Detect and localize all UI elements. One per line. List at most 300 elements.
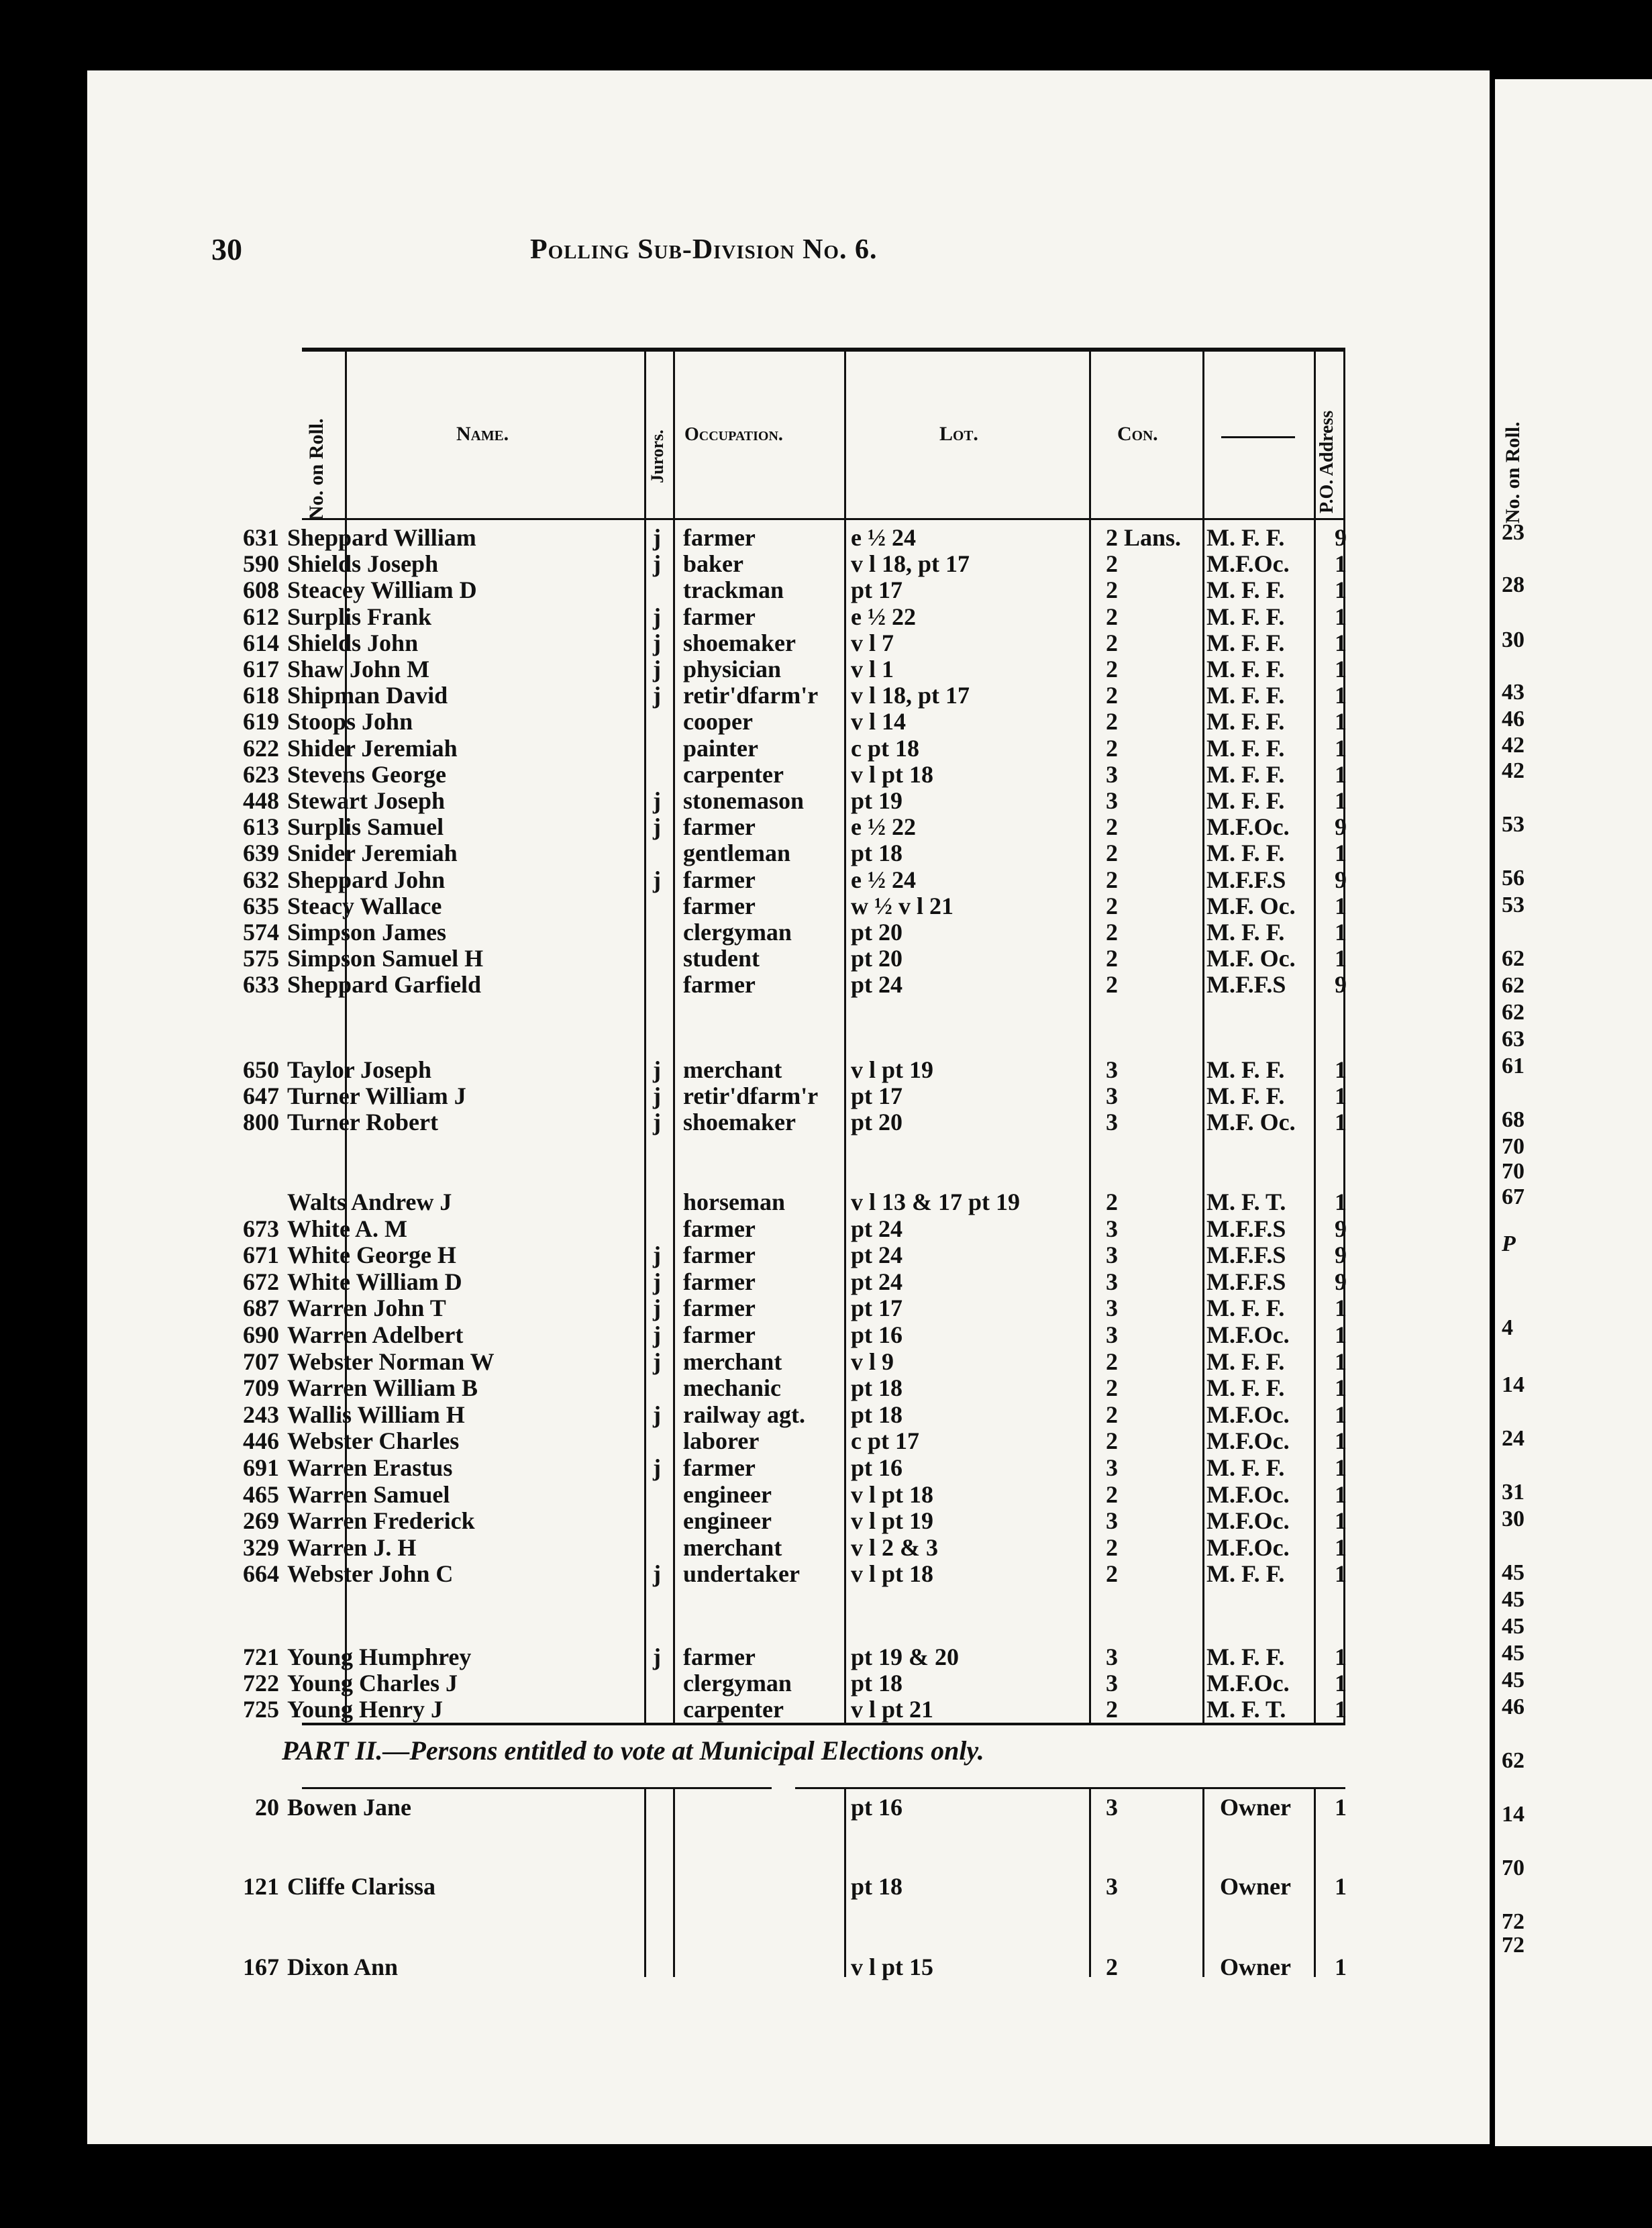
- cell-lot: pt 20: [851, 1109, 903, 1136]
- cell-occ: farmer: [683, 892, 756, 919]
- cell-cls: M. F. F.: [1206, 682, 1285, 709]
- cell-po: 1: [1335, 1401, 1347, 1428]
- cell-no: 243: [243, 1401, 279, 1428]
- cell-lot: pt 19 & 20: [851, 1643, 959, 1670]
- cell-occ: farmer: [683, 1242, 756, 1269]
- right-header-roll: No. on Roll.: [1502, 421, 1524, 523]
- cell-po: 1: [1335, 892, 1347, 919]
- right-roll-number: 4: [1502, 1315, 1513, 1340]
- cell-lot: pt 24: [851, 971, 903, 999]
- cell-no: 623: [243, 760, 279, 788]
- cell-name: Turner Robert: [287, 1109, 438, 1136]
- right-roll-number: 62: [1502, 1748, 1525, 1773]
- cell-cls: M. F. F.: [1206, 603, 1285, 630]
- cell-occ: undertaker: [683, 1560, 800, 1588]
- cell-no: 673: [243, 1215, 279, 1242]
- right-roll-number: 46: [1502, 1694, 1525, 1719]
- cell-no: 635: [243, 892, 279, 919]
- cell-occ: physician: [683, 656, 782, 682]
- cell-j: j: [653, 629, 661, 656]
- cell-po: 1: [1335, 1374, 1347, 1402]
- part2-rule-right: [795, 1787, 1345, 1789]
- cell-con: 2: [1106, 1401, 1118, 1428]
- cell-name: Young Humphrey: [287, 1643, 472, 1670]
- cell-lot: v l pt 18: [851, 760, 934, 788]
- cell-con: 2: [1106, 1480, 1118, 1508]
- right-roll-number: 62: [1502, 1000, 1525, 1025]
- cell-j: j: [653, 603, 661, 630]
- cell-lot: pt 20: [851, 945, 903, 972]
- cell-j: j: [653, 1109, 661, 1136]
- right-roll-number: 23: [1502, 520, 1525, 545]
- cell-cls: M. F. F.: [1206, 787, 1285, 814]
- cell-con: 2: [1106, 708, 1118, 736]
- cell-j: j: [653, 1643, 661, 1670]
- cell-occ: retir'dfarm'r: [683, 682, 819, 709]
- right-roll-number: 46: [1502, 707, 1525, 731]
- col-sep: [1202, 352, 1204, 1723]
- cell-lot: v l 18, pt 17: [851, 682, 970, 709]
- cell-con: 3: [1106, 1873, 1118, 1900]
- cell-con: 2: [1106, 1533, 1118, 1561]
- cell-occ: farmer: [683, 603, 756, 630]
- cell-cls: M. F. F.: [1206, 840, 1285, 867]
- cell-lot: v l pt 18: [851, 1480, 934, 1508]
- cell-cls: M.F.F.S: [1206, 1215, 1286, 1242]
- cell-name: Warren Erastus: [287, 1454, 453, 1481]
- cell-name: White George H: [287, 1242, 456, 1269]
- cell-po: 9: [1335, 1215, 1347, 1242]
- page-title: Polling Sub-Division No. 6.: [530, 234, 878, 265]
- cell-j: j: [653, 1082, 661, 1110]
- cell-po: 1: [1335, 1109, 1347, 1136]
- cell-con: 3: [1106, 1215, 1118, 1242]
- cell-no: 631: [243, 524, 279, 551]
- cell-lot: v l pt 18: [851, 1560, 934, 1588]
- cell-con: 3: [1106, 1056, 1118, 1083]
- cell-cls: M. F. F.: [1206, 524, 1285, 551]
- cell-lot: v l 18, pt 17: [851, 550, 970, 578]
- cell-cls: M. F. F.: [1206, 760, 1285, 788]
- cell-no: 690: [243, 1321, 279, 1348]
- cell-cls: M. F. F.: [1206, 656, 1285, 682]
- cell-no: 121: [243, 1873, 279, 1900]
- col-sep: [644, 1789, 646, 1977]
- cell-cls: M. F. F.: [1206, 1348, 1285, 1375]
- cell-po: 9: [1335, 813, 1347, 841]
- cell-po: 1: [1335, 682, 1347, 709]
- cell-occ: shoemaker: [683, 629, 796, 656]
- cell-po: 1: [1335, 1954, 1347, 1980]
- cell-no: 608: [243, 576, 279, 604]
- cell-occ: farmer: [683, 1215, 756, 1242]
- cell-occ: stonemason: [683, 787, 805, 814]
- cell-lot: v l pt 21: [851, 1696, 934, 1723]
- cell-j: j: [653, 1056, 661, 1083]
- cell-cls: M.F.Oc.: [1206, 550, 1290, 578]
- cell-lot: w ½ v l 21: [851, 892, 953, 919]
- cell-cls: M. F. F.: [1206, 1082, 1285, 1110]
- cell-lot: pt 20: [851, 919, 903, 946]
- cell-name: Shaw John M: [287, 656, 430, 682]
- cell-po: 1: [1335, 1794, 1347, 1821]
- cell-name: Dixon Ann: [287, 1954, 399, 1980]
- cell-po: 1: [1335, 1480, 1347, 1508]
- cell-occ: farmer: [683, 1321, 756, 1348]
- right-roll-number: 45: [1502, 1641, 1525, 1666]
- cell-cls: M.F. Oc.: [1206, 892, 1296, 919]
- cell-name: Simpson Samuel H: [287, 945, 484, 972]
- cell-cls: M. F. F.: [1206, 1295, 1285, 1322]
- cell-cls: M. F. F.: [1206, 576, 1285, 604]
- cell-occ: merchant: [683, 1348, 782, 1375]
- cell-occ: gentleman: [683, 840, 790, 867]
- cell-cls: Owner: [1220, 1954, 1291, 1980]
- cell-name: Cliffe Clarissa: [287, 1873, 435, 1900]
- cell-con: 2: [1106, 1954, 1118, 1980]
- right-roll-number: 42: [1502, 758, 1525, 783]
- right-roll-number: 24: [1502, 1426, 1525, 1451]
- cell-con: 3: [1106, 787, 1118, 814]
- cell-occ: clergyman: [683, 1670, 792, 1697]
- cell-occ: carpenter: [683, 760, 784, 788]
- cell-con: 2: [1106, 576, 1118, 604]
- cell-cls: M. F. F.: [1206, 1643, 1285, 1670]
- cell-occ: engineer: [683, 1507, 772, 1535]
- cell-con: 2: [1106, 629, 1118, 656]
- cell-lot: c pt 17: [851, 1427, 919, 1455]
- cell-occ: farmer: [683, 866, 756, 893]
- cell-cls: M.F.Oc.: [1206, 1427, 1290, 1455]
- cell-lot: v l 2 & 3: [851, 1533, 938, 1561]
- cell-no: 687: [243, 1295, 279, 1322]
- right-roll-number: 45: [1502, 1587, 1525, 1612]
- cell-occ: farmer: [683, 1454, 756, 1481]
- cell-occ: farmer: [683, 1643, 756, 1670]
- cell-con: 3: [1106, 760, 1118, 788]
- cell-no: 632: [243, 866, 279, 893]
- cell-lot: e ½ 22: [851, 813, 916, 841]
- cell-occ: carpenter: [683, 1696, 784, 1723]
- page-number: 30: [211, 232, 242, 266]
- cell-name: Stewart Joseph: [287, 787, 445, 814]
- cell-j: j: [653, 813, 661, 841]
- cell-name: Snider Jeremiah: [287, 840, 458, 867]
- cell-lot: pt 16: [851, 1454, 903, 1481]
- header-dash: [1221, 436, 1295, 438]
- cell-con: 2: [1106, 1374, 1118, 1402]
- right-roll-number: 61: [1502, 1054, 1525, 1078]
- cell-no: 329: [243, 1533, 279, 1561]
- cell-con: 3: [1106, 1295, 1118, 1322]
- col-sep: [844, 1789, 846, 1977]
- cell-con: 2 Lans.: [1106, 524, 1182, 551]
- cell-lot: pt 18: [851, 1374, 903, 1402]
- right-roll-number: 72: [1502, 1909, 1525, 1934]
- cell-po: 9: [1335, 866, 1347, 893]
- part2-heading: PART II.—Persons entitled to vote at Municipal Elections only.: [282, 1735, 984, 1766]
- cell-lot: v l pt 19: [851, 1056, 934, 1083]
- cell-po: 1: [1335, 1696, 1347, 1723]
- cell-cls: M.F. Oc.: [1206, 1109, 1296, 1136]
- cell-con: 3: [1106, 1242, 1118, 1269]
- cell-j: j: [653, 524, 661, 551]
- cell-lot: pt 19: [851, 787, 903, 814]
- right-roll-number: 67: [1502, 1184, 1525, 1209]
- cell-name: Young Henry J: [287, 1696, 444, 1723]
- cell-j: j: [653, 1295, 661, 1322]
- col-sep: [644, 352, 646, 1723]
- header-top-rule: [302, 348, 1345, 352]
- cell-lot: pt 18: [851, 1401, 903, 1428]
- cell-po: 1: [1335, 550, 1347, 578]
- cell-con: 2: [1106, 840, 1118, 867]
- cell-name: Stevens George: [287, 760, 446, 788]
- cell-j: j: [653, 1560, 661, 1588]
- cell-lot: e ½ 24: [851, 524, 916, 551]
- cell-con: 2: [1106, 892, 1118, 919]
- cell-no: 575: [243, 945, 279, 972]
- cell-j: j: [653, 1242, 661, 1269]
- cell-cls: M.F.Oc.: [1206, 1401, 1290, 1428]
- cell-no: 618: [243, 682, 279, 709]
- cell-occ: farmer: [683, 813, 756, 841]
- cell-con: 2: [1106, 603, 1118, 630]
- cell-name: Webster Charles: [287, 1427, 460, 1455]
- header-con: Con.: [1117, 423, 1158, 445]
- cell-po: 1: [1335, 734, 1347, 762]
- cell-no: 617: [243, 656, 279, 682]
- cell-con: 3: [1106, 1643, 1118, 1670]
- cell-name: Shields John: [287, 629, 419, 656]
- cell-name: Surplis Frank: [287, 603, 432, 630]
- cell-cls: M. F. F.: [1206, 1374, 1285, 1402]
- cell-name: Shipman David: [287, 682, 448, 709]
- cell-cls: M.F. Oc.: [1206, 945, 1296, 972]
- cell-con: 2: [1106, 1696, 1118, 1723]
- header-roll: No. on Roll.: [305, 418, 327, 520]
- header-po: P.O. Address: [1317, 410, 1337, 513]
- cell-name: Warren Adelbert: [287, 1321, 464, 1348]
- cell-cls: M.F.F.S: [1206, 1242, 1286, 1269]
- cell-occ: student: [683, 945, 760, 972]
- cell-lot: pt 17: [851, 576, 903, 604]
- cell-j: j: [653, 682, 661, 709]
- header-lot: Lot.: [939, 423, 978, 445]
- cell-occ: shoemaker: [683, 1109, 796, 1136]
- cell-po: 1: [1335, 760, 1347, 788]
- right-roll-number: 62: [1502, 973, 1525, 998]
- cell-name: Simpson James: [287, 919, 447, 946]
- cell-po: 1: [1335, 708, 1347, 736]
- right-roll-number: 14: [1502, 1372, 1525, 1397]
- cell-no: 590: [243, 550, 279, 578]
- cell-lot: pt 24: [851, 1242, 903, 1269]
- cell-lot: pt 24: [851, 1215, 903, 1242]
- cell-occ: cooper: [683, 708, 753, 736]
- right-roll-number: 31: [1502, 1480, 1525, 1505]
- cell-no: 465: [243, 1480, 279, 1508]
- col-sep: [673, 1789, 675, 1977]
- right-roll-number: 45: [1502, 1614, 1525, 1639]
- cell-cls: M.F.F.S: [1206, 1268, 1286, 1295]
- cell-name: Steacy Wallace: [287, 892, 442, 919]
- cell-lot: pt 18: [851, 1873, 903, 1900]
- cell-name: Warren John T: [287, 1295, 446, 1322]
- cell-po: 1: [1335, 1454, 1347, 1481]
- cell-no: 709: [243, 1374, 279, 1402]
- cell-occ: farmer: [683, 971, 756, 999]
- cell-con: 2: [1106, 1348, 1118, 1375]
- col-sep: [1202, 1789, 1204, 1977]
- cell-name: Bowen Jane: [287, 1794, 412, 1821]
- cell-no: 722: [243, 1670, 279, 1697]
- cell-lot: v l pt 19: [851, 1507, 934, 1535]
- right-roll-number: 45: [1502, 1668, 1525, 1692]
- cell-po: 1: [1335, 656, 1347, 682]
- cell-no: 725: [243, 1696, 279, 1723]
- cell-po: 1: [1335, 1082, 1347, 1110]
- cell-no: 20: [255, 1794, 279, 1821]
- cell-no: 721: [243, 1643, 279, 1670]
- cell-name: Surplis Samuel: [287, 813, 444, 841]
- cell-con: 2: [1106, 971, 1118, 999]
- cell-no: 446: [243, 1427, 279, 1455]
- cell-name: White William D: [287, 1268, 462, 1295]
- right-roll-number: 53: [1502, 812, 1525, 837]
- cell-po: 1: [1335, 1873, 1347, 1900]
- cell-no: 639: [243, 840, 279, 867]
- cell-po: 1: [1335, 1533, 1347, 1561]
- cell-lot: v l pt 15: [851, 1954, 934, 1980]
- cell-lot: c pt 18: [851, 734, 919, 762]
- part2-rule-left: [302, 1787, 772, 1789]
- cell-name: Shields Joseph: [287, 550, 439, 578]
- cell-con: 2: [1106, 945, 1118, 972]
- col-sep: [673, 352, 675, 1723]
- cell-po: 9: [1335, 1268, 1347, 1295]
- cell-con: 2: [1106, 1188, 1118, 1215]
- cell-no: 647: [243, 1082, 279, 1110]
- cell-po: 1: [1335, 1056, 1347, 1083]
- cell-po: 1: [1335, 1643, 1347, 1670]
- cell-j: j: [653, 866, 661, 893]
- cell-name: Steacey William D: [287, 576, 477, 604]
- cell-occ: farmer: [683, 524, 756, 551]
- cell-j: j: [653, 656, 661, 682]
- cell-lot: pt 17: [851, 1082, 903, 1110]
- cell-name: Warren J. H: [287, 1533, 417, 1561]
- cell-no: 619: [243, 708, 279, 736]
- cell-name: Sheppard John: [287, 866, 446, 893]
- cell-occ: merchant: [683, 1533, 782, 1561]
- cell-name: Turner William J: [287, 1082, 466, 1110]
- cell-no: 612: [243, 603, 279, 630]
- cell-no: 613: [243, 813, 279, 841]
- cell-po: 1: [1335, 787, 1347, 814]
- cell-name: Walts Andrew J: [287, 1188, 452, 1215]
- cell-occ: farmer: [683, 1295, 756, 1322]
- cell-po: 1: [1335, 576, 1347, 604]
- right-roll-number: 68: [1502, 1107, 1525, 1132]
- cell-lot: v l 9: [851, 1348, 894, 1375]
- right-roll-number: 14: [1502, 1802, 1525, 1827]
- cell-con: 3: [1106, 1454, 1118, 1481]
- cell-occ: trackman: [683, 576, 784, 604]
- cell-con: 3: [1106, 1321, 1118, 1348]
- right-roll-number: 30: [1502, 627, 1525, 652]
- cell-cls: M.F.Oc.: [1206, 1533, 1290, 1561]
- cell-po: 1: [1335, 1295, 1347, 1322]
- cell-occ: engineer: [683, 1480, 772, 1508]
- right-roll-number: 56: [1502, 866, 1525, 891]
- cell-cls: M.F.Oc.: [1206, 813, 1290, 841]
- cell-con: 2: [1106, 919, 1118, 946]
- cell-name: Warren Frederick: [287, 1507, 475, 1535]
- cell-occ: clergyman: [683, 919, 792, 946]
- cell-con: 3: [1106, 1670, 1118, 1697]
- cell-no: 664: [243, 1560, 279, 1588]
- cell-lot: pt 18: [851, 1670, 903, 1697]
- cell-con: 3: [1106, 1082, 1118, 1110]
- cell-name: Stoops John: [287, 708, 413, 736]
- header-bottom-rule: [302, 518, 1345, 520]
- cell-cls: M. F. F.: [1206, 919, 1285, 946]
- cell-cls: M. F. T.: [1206, 1696, 1286, 1723]
- cell-lot: pt 24: [851, 1268, 903, 1295]
- cell-con: 2: [1106, 866, 1118, 893]
- cell-con: 2: [1106, 734, 1118, 762]
- cell-lot: e ½ 24: [851, 866, 916, 893]
- cell-po: 9: [1335, 1242, 1347, 1269]
- cell-po: 9: [1335, 971, 1347, 999]
- cell-no: 633: [243, 971, 279, 999]
- cell-name: Young Charles J: [287, 1670, 458, 1697]
- cell-occ: mechanic: [683, 1374, 781, 1402]
- cell-j: j: [653, 1348, 661, 1375]
- cell-po: 1: [1335, 1348, 1347, 1375]
- cell-no: 269: [243, 1507, 279, 1535]
- right-roll-number: 62: [1502, 946, 1525, 971]
- cell-cls: M. F. F.: [1206, 734, 1285, 762]
- cell-no: 650: [243, 1056, 279, 1083]
- cell-lot: v l 13 & 17 pt 19: [851, 1188, 1020, 1215]
- cell-po: 1: [1335, 1560, 1347, 1588]
- cell-j: j: [653, 1321, 661, 1348]
- cell-lot: pt 16: [851, 1794, 903, 1821]
- cell-cls: M.F.Oc.: [1206, 1480, 1290, 1508]
- cell-po: 1: [1335, 1670, 1347, 1697]
- cell-con: 2: [1106, 550, 1118, 578]
- cell-no: 167: [243, 1954, 279, 1980]
- cell-name: Sheppard Garfield: [287, 971, 482, 999]
- cell-po: 1: [1335, 1427, 1347, 1455]
- cell-cls: M.F.Oc.: [1206, 1507, 1290, 1535]
- right-roll-number: 30: [1502, 1507, 1525, 1531]
- right-roll-number: 70: [1502, 1134, 1525, 1159]
- cell-lot: pt 18: [851, 840, 903, 867]
- cell-name: White A. M: [287, 1215, 407, 1242]
- cell-cls: M. F. F.: [1206, 1056, 1285, 1083]
- cell-j: j: [653, 1268, 661, 1295]
- header-occupation: Occupation.: [684, 424, 783, 445]
- cell-cls: M.F.F.S: [1206, 971, 1286, 999]
- cell-name: Webster Norman W: [287, 1348, 495, 1375]
- cell-cls: M. F. F.: [1206, 629, 1285, 656]
- cell-con: 2: [1106, 656, 1118, 682]
- cell-occ: merchant: [683, 1056, 782, 1083]
- cell-po: 1: [1335, 945, 1347, 972]
